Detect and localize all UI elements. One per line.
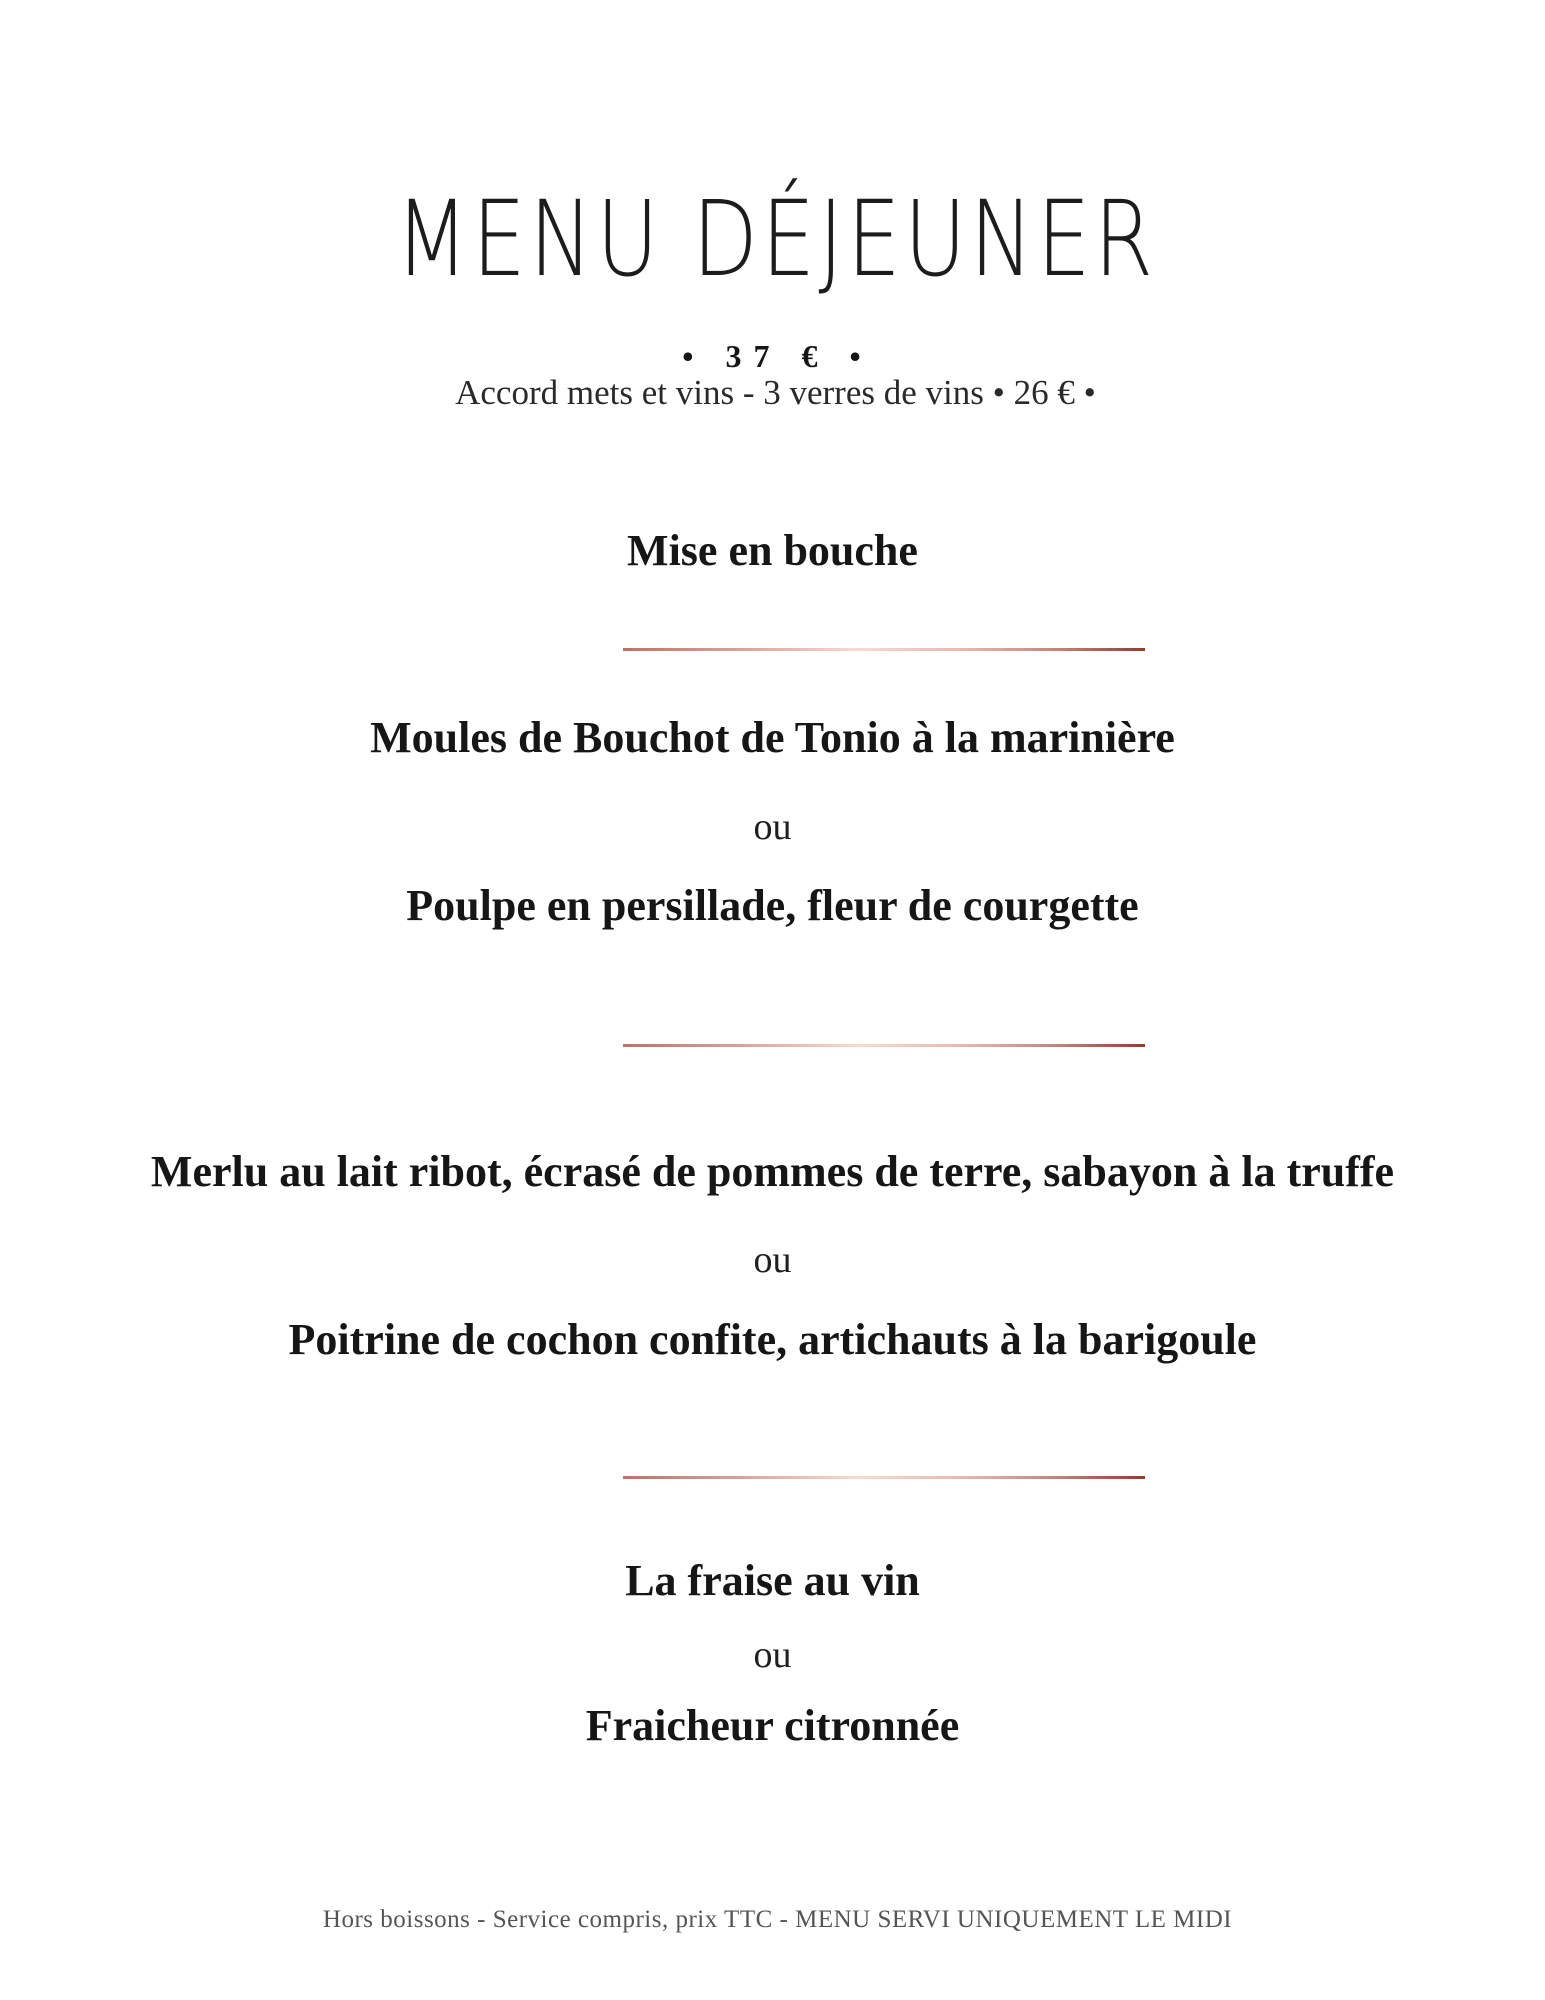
amuse-bouche: Mise en bouche — [627, 526, 918, 575]
starter-option-1: Moules de Bouchot de Tonio à la marinière — [370, 713, 1175, 762]
dessert-option-1: La fraise au vin — [625, 1556, 920, 1605]
menu-title: MENU DÉJEUNER — [395, 178, 1157, 300]
menu-price: • 37 € • — [682, 338, 873, 374]
starter-option-2: Poulpe en persillade, fleur de courgette — [406, 881, 1139, 930]
dessert-or-label: ou — [753, 1634, 792, 1676]
section-divider — [623, 1044, 1145, 1047]
dessert-option-2: Fraicheur citronnée — [585, 1701, 960, 1750]
starter-or-label: ou — [753, 806, 792, 848]
main-option-2: Poitrine de cochon confite, artichauts à la barigoule — [288, 1315, 1257, 1364]
section-divider — [623, 648, 1145, 651]
section-divider — [623, 1476, 1145, 1479]
main-option-1: Merlu au lait ribot, écrasé de pommes de terre, sabayon à la truffe — [150, 1147, 1395, 1196]
footer-note: Hors boissons - Service compris, prix TTC - MENU SERVI UNIQUEMENT LE MIDI — [322, 1906, 1233, 1933]
wine-pairing-line: Accord mets et vins - 3 verres de vins • 26 € • — [455, 373, 1096, 412]
main-or-label: ou — [753, 1239, 792, 1281]
